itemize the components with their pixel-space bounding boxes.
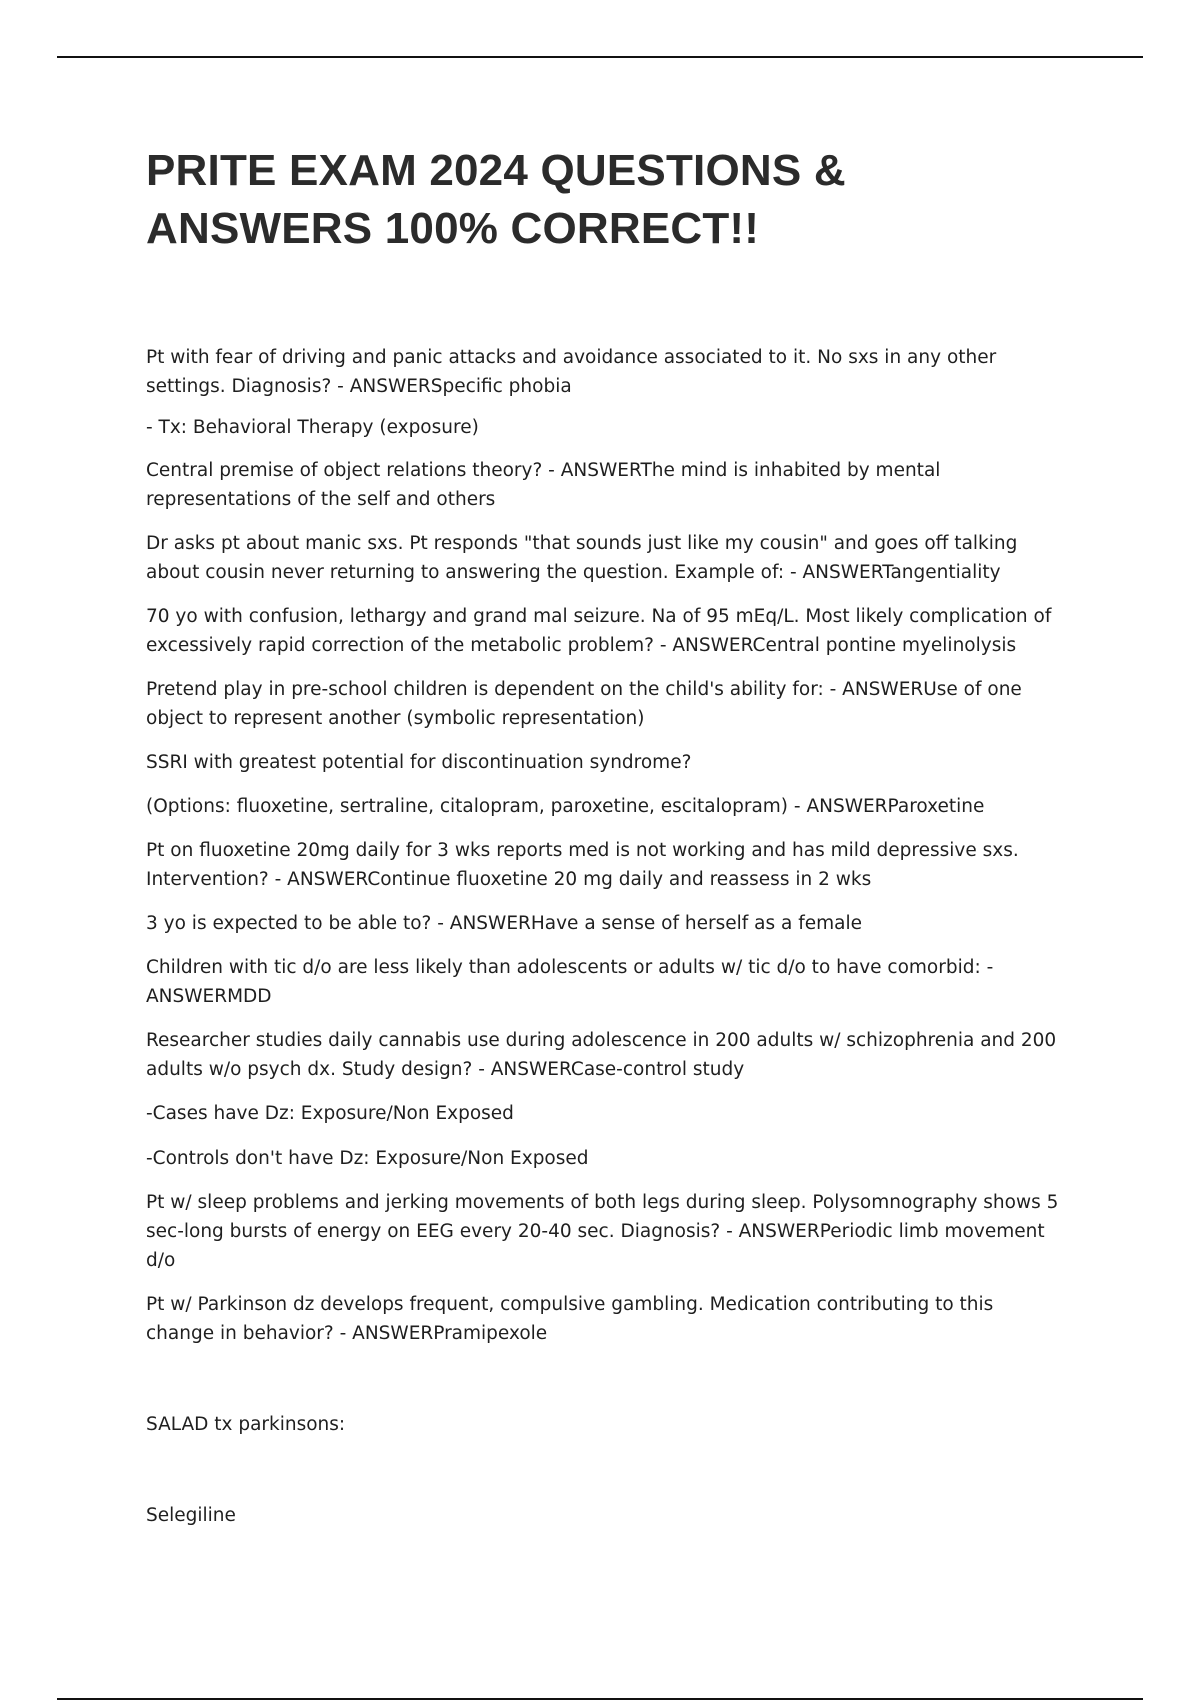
qa-item: Dr asks pt about manic sxs. Pt responds "that sounds just like my cousin" and goes off talking about cousin never returning to answering the question. Example of: - ANSWERTangentiality bbox=[146, 533, 1018, 583]
qa-item: - Tx: Behavioral Therapy (exposure) bbox=[146, 417, 479, 438]
title-line-1: PRITE EXAM 2024 QUESTIONS & bbox=[146, 146, 846, 195]
qa-item: Pt on fluoxetine 20mg daily for 3 wks reports med is not working and has mild depressive sxs. Intervention? - ANSWERContinue fluoxetine 20 mg daily and reassess in 2 wks bbox=[146, 840, 1019, 890]
document-title bbox=[146, 142, 1046, 258]
qa-content bbox=[146, 343, 1066, 1530]
title-line-2: ANSWERS 100% CORRECT!! bbox=[146, 204, 760, 253]
qa-item: Researcher studies daily cannabis use during adolescence in 200 adults w/ schizophrenia and 200 adults w/o psych dx. Study design? - ANSWERCase-control study bbox=[146, 1030, 1057, 1080]
qa-item: Children with tic d/o are less likely than adolescents or adults w/ tic d/o to have comorbid: - ANSWERMDD bbox=[146, 957, 994, 1007]
qa-item: Selegiline bbox=[146, 1505, 236, 1526]
top-divider bbox=[57, 56, 1143, 58]
qa-item: Pt w/ sleep problems and jerking movements of both legs during sleep. Polysomnography shows 5 sec-long bursts of energy on EEG every 20-40 sec. Diagnosis? - ANSWERPeriodic limb movement d/o bbox=[146, 1192, 1059, 1271]
qa-item: Pretend play in pre-school children is dependent on the child's ability for: - ANSWERUse of one object to represent another (symbolic representation) bbox=[146, 679, 1022, 729]
qa-item: SALAD tx parkinsons: bbox=[146, 1414, 346, 1435]
qa-item: 70 yo with confusion, lethargy and grand mal seizure. Na of 95 mEq/L. Most likely complication of excessively rapid correction of the metabolic problem? - ANSWERCentral pontine myelinolysis bbox=[146, 606, 1052, 656]
qa-item: 3 yo is expected to be able to? - ANSWERHave a sense of herself as a female bbox=[146, 913, 863, 934]
qa-item: -Controls don't have Dz: Exposure/Non Exposed bbox=[146, 1148, 589, 1169]
qa-item: (Options: fluoxetine, sertraline, citalopram, paroxetine, escitalopram) - ANSWERParoxetine bbox=[146, 796, 985, 817]
qa-item: SSRI with greatest potential for discontinuation syndrome? bbox=[146, 752, 692, 773]
qa-item: -Cases have Dz: Exposure/Non Exposed bbox=[146, 1103, 514, 1124]
qa-item: Pt w/ Parkinson dz develops frequent, compulsive gambling. Medication contributing to this change in behavior? - ANSWERPramipexole bbox=[146, 1294, 994, 1344]
qa-item: Central premise of object relations theory? - ANSWERThe mind is inhabited by mental representations of the self and others bbox=[146, 460, 941, 510]
qa-item: Pt with fear of driving and panic attacks and avoidance associated to it. No sxs in any other settings. Diagnosis? - ANSWERSpecific phobia bbox=[146, 347, 997, 397]
